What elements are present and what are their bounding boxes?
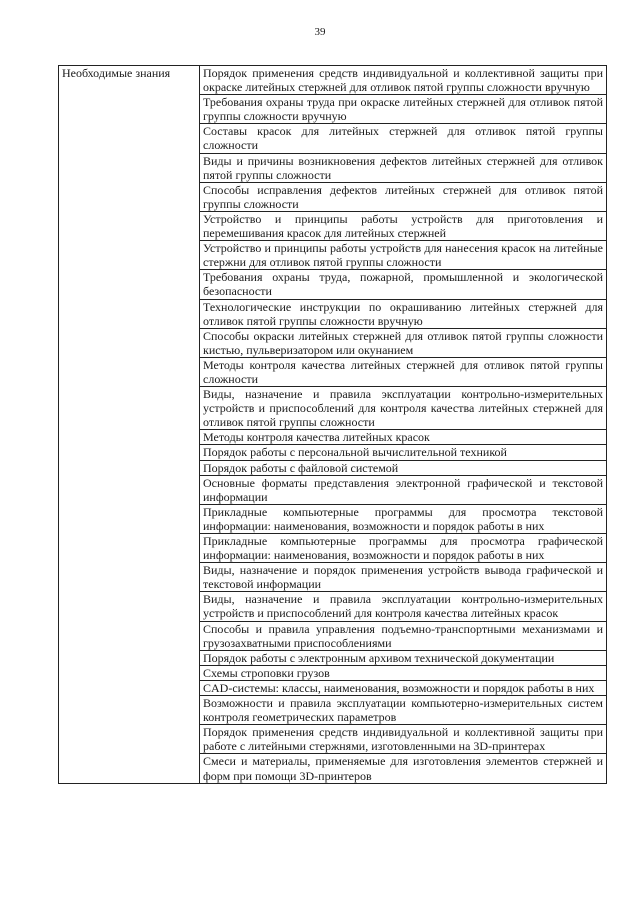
knowledge-item: Виды, назначение и правила эксплуатации контрольно-измерительных устройств и приспособлений для контроля качества литейных стержней для отливок пятой группы сложности	[200, 387, 607, 430]
knowledge-table-body	[59, 66, 607, 784]
knowledge-item: Виды и причины возникновения дефектов литейных стержней для отливок пятой группы сложности	[200, 153, 607, 182]
knowledge-item: Основные форматы представления электронной графической и текстовой информации	[200, 475, 607, 504]
knowledge-item: Смеси и материалы, применяемые для изготовления элементов стержней и форм при помощи 3D-принтеров	[200, 754, 607, 783]
category-label-cell: Необходимые знания	[59, 66, 200, 784]
knowledge-table	[58, 65, 607, 784]
knowledge-item: Технологические инструкции по окрашиванию литейных стержней для отливок пятой группы сложности вручную	[200, 299, 607, 328]
page-number: 39	[314, 26, 326, 38]
knowledge-item: CAD-системы: классы, наименования, возможности и порядок работы в них	[200, 680, 607, 695]
knowledge-item: Порядок работы с электронным архивом технической документации	[200, 650, 607, 665]
knowledge-item: Способы и правила управления подъемно-транспортными механизмами и грузозахватными приспособлениями	[200, 621, 607, 650]
knowledge-item: Схемы строповки грузов	[200, 665, 607, 680]
knowledge-item: Требования охраны труда при окраске литейных стержней для отливок пятой группы сложности вручную	[200, 95, 607, 124]
table-row	[59, 66, 607, 95]
knowledge-item: Виды, назначение и порядок применения устройств вывода графической и текстовой информации	[200, 563, 607, 592]
knowledge-item: Составы красок для литейных стержней для отливок пятой группы сложности	[200, 124, 607, 153]
knowledge-item: Прикладные компьютерные программы для просмотра текстовой информации: наименования, возможности и порядок работы в них	[200, 504, 607, 533]
knowledge-item: Виды, назначение и правила эксплуатации контрольно-измерительных устройств и приспособлений для контроля качества литейных красок	[200, 592, 607, 621]
knowledge-item: Методы контроля качества литейных стержней для отливок пятой группы сложности	[200, 357, 607, 386]
knowledge-item: Порядок работы с файловой системой	[200, 460, 607, 475]
knowledge-item: Устройство и принципы работы устройств для приготовления и перемешивания красок для литейных стержней	[200, 211, 607, 240]
knowledge-item: Порядок работы с персональной вычислительной техникой	[200, 445, 607, 460]
knowledge-item: Методы контроля качества литейных красок	[200, 430, 607, 445]
knowledge-item: Способы окраски литейных стержней для отливок пятой группы сложности кистью, пульверизатором или окунанием	[200, 328, 607, 357]
knowledge-item: Устройство и принципы работы устройств для нанесения красок на литейные стержни для отливок пятой группы сложности	[200, 241, 607, 270]
knowledge-item: Требования охраны труда, пожарной, промышленной и экологической безопасности	[200, 270, 607, 299]
knowledge-item: Возможности и правила эксплуатации компьютерно-измерительных систем контроля геометрических параметров	[200, 696, 607, 725]
knowledge-item: Прикладные компьютерные программы для просмотра графической информации: наименования, возможности и порядок работы в них	[200, 534, 607, 563]
knowledge-item: Способы исправления дефектов литейных стержней для отливок пятой группы сложности	[200, 182, 607, 211]
knowledge-item: Порядок применения средств индивидуальной и коллективной защиты при работе с литейными стержнями, изготовленными на 3D-принтерах	[200, 725, 607, 754]
knowledge-item: Порядок применения средств индивидуальной и коллективной защиты при окраске литейных стержней для отливок пятой группы сложности вручную	[200, 66, 607, 95]
